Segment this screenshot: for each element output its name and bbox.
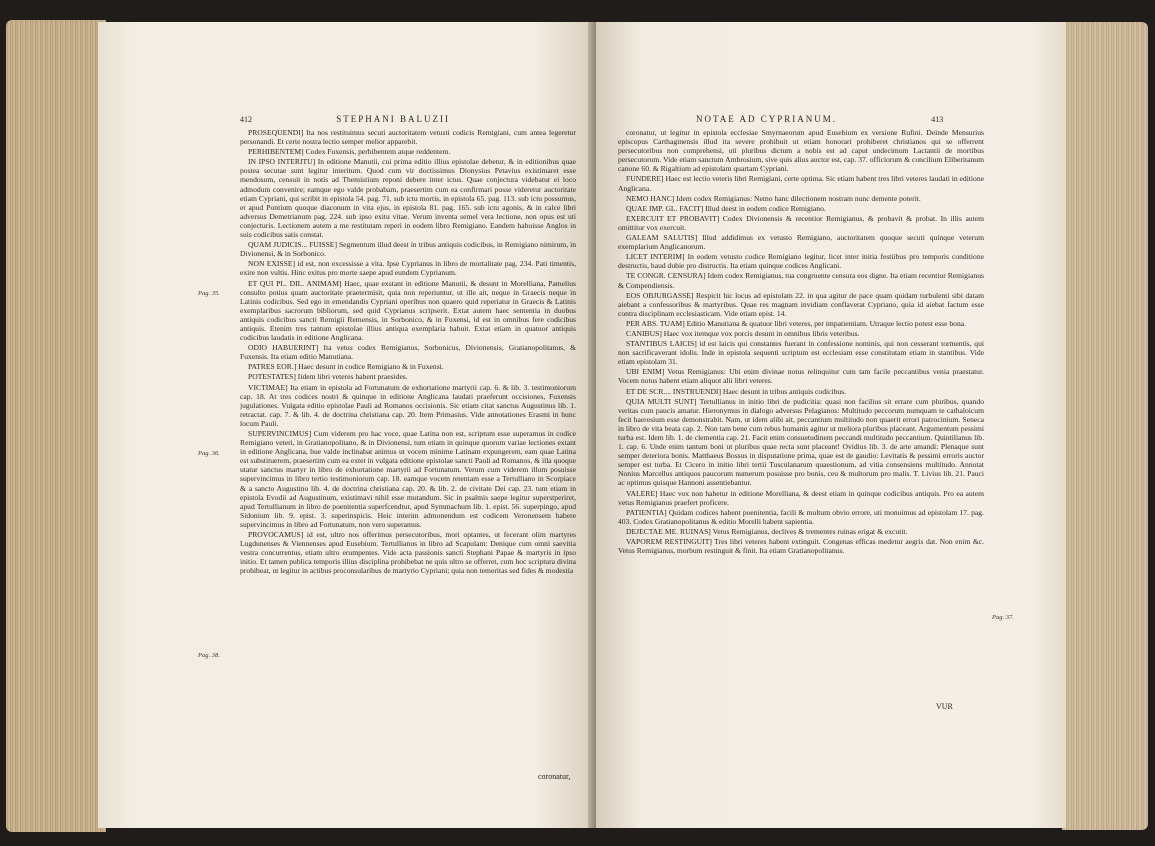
right-running-head-title: NOTAE AD CYPRIANUM. xyxy=(696,114,838,124)
note-paragraph: PER ABS. TUAM] Editio Manutiana & quatuor libri veteres, per impatientiam. Utraque lectio potest esse bona. xyxy=(626,318,967,328)
note-paragraph: DEJECTAE ME. RUINAS] Vetus Remigianus, declives & trementes ruinas erigat & excutit. xyxy=(626,526,908,536)
note-paragraph: IN IPSO INTERITU] In editione Manutii, cui prima editio illius epistolae debetur, & in editionibus quae postea secutae sunt legitur interitum. Quod cum vir doctissimus Dionysius Petavius existimaret esse mendosum, censuit in notis ad Themistium reponi debere inter ictus. Quae conjectura videbatur ei loco admodum convenire; eamque ego valde probabam, praesertim cum ea confirmari posse videretur auctoritate etiam Cypriani, qui scribit in epistola 54. pag. 71. sub ictu mortis, in epistola 65. pag. 113. sub ictu possumus, et apud Pontium quoque diaconum in vita ejus, in epistola 81. pag. 165. sub ictu agonis, & in calce libri adversus Demetrianum pag. 224. sub ipso exitu vitae. Verum inventa semel vera lectione, non opus est uti conjecturis. Lectionem autem a me restitutam reperi in eodem libro Remigiano. Eandem habuisse Anglos in suis codicibus satis constat. xyxy=(240,157,576,240)
note-paragraph: ODIO HABUERINT] Ita vetus codex Remigianus, Sorbonicus, Divionensis, Gratianopolitanus, & Fuxensis. Ita etiam editio Manutiana. xyxy=(240,343,576,362)
open-book xyxy=(6,14,1148,840)
right-page xyxy=(596,22,1066,828)
left-running-head xyxy=(240,114,450,124)
right-page-text xyxy=(618,128,984,738)
note-paragraph: PATRES EOR.] Haec desunt in codice Remigiano & in Fuxensi. xyxy=(248,362,444,372)
note-paragraph: PATIENTIA] Quidam codices habent poenitentia, facili & multum obvio errore, uti monuimus ad epistolam 17. pag. 403. Codex Gratianopolitanus & editio Morelli habent sapientia. xyxy=(618,507,984,526)
note-paragraph: QUAE IMP. GL. FACIT] Illud deest in eodem codice Remigiano. xyxy=(626,203,826,213)
note-paragraph: PROSEQUENDI] Ita nos restituimus secuti auctoritatem vetusti codicis Remigiani, cum antea legeretur personandi. Et certe nostra lectio semper melior apparebit. xyxy=(240,128,576,147)
left-running-head-title: STEPHANI BALUZII xyxy=(336,114,450,124)
note-paragraph: VICTIMAE] Ita etiam in epistola ad Fortunatum de exhortatione martyrii cap. 6. & lib. 3. testimoniorum cap. 18. At tres codices nostri & quinque in editione Anglicana laudati praeferunt occisiones, Fuxensis jugulationes. Vulgata editio epistolae Pauli ad Romanos occisionis. Sic etiam citat sanctus Augustinus lib. 1. retractat. cap. 7. & lib. 4. de doctrina christiana cap. 20. Item Primasius. Vide annotationes Erasmi in hunc locum Pauli. xyxy=(240,382,576,428)
note-paragraph: EXERCUIT ET PROBAVIT] Codex Divionensis & recentior Remigianus, & probavit & probat. In illis autem omittitur vox exercuit. xyxy=(618,213,984,232)
note-paragraph: QUAM JUDICIS... FUISSE] Segmentum illud deest in tribus antiquis codicibus, in Remigiano nimirum, in Divionensi, & in Sorbonico. xyxy=(240,240,576,259)
note-paragraph: STANTIBUS LAICIS] id est laicis qui constantes fuerant in confessione nominis, qui non cesserant tormentis, qui non sacrificaverant idolis. Inde in epistola sequenti scriptum est ecclesiam esse constitutam etiam in stantibus. Vide etiam epistolam 31. xyxy=(618,339,984,367)
left-page-text xyxy=(240,128,576,776)
note-paragraph: NON EXISSE] id est, non excessisse a vita. Ipse Cyprianus in libro de mortalitate pag. 234. Pati timentis, exire non vultis. Hinc exitus pro morte saepe apud eundem Cyprianum. xyxy=(240,259,576,278)
note-paragraph: coronatur, ut legitur in epistola ecclesiae Smyrnaeorum apud Eusebium ex versione Rufini. Deinde Mensurius episcopus Carthaginensis illud ita severe prohibuit ut etiam honorari prohiberet christianos qui se offerrent persecutoribus non comprehensi, uti pluribus dictum a nobis est ad caput undecimum Lactantii de mortibus persecutorum. Vide etiam sanctum Ambrosium, sive quis alius auctor est, cap. 37. officiorum & concilium Eliberitanum canone 60. & Rigaltium ad epistolam quartam Cypriani. xyxy=(618,128,984,174)
margin-note: Pag. 38. xyxy=(198,652,220,659)
note-paragraph: SUPERVINCIMUS] Cum viderem pro hac voce, quae Latina non est, scriptum esse superamus in codice Remigiano veteri, in Gratianopolitano, & in Divionensi, tum etiam in quinque quorum variae lectiones extant in editione Anglicana, hue valde inclinabat animus ut vocem minime Latinam expungerem, eam quae Latina est substituerem, praesertim cum ea extet in vulgata editione epistolae sancti Pauli ad Romanos, & illa quoque utatur sanctus martyr in libro de exhortatione martyrii ad Fortunatum. Verum cum viderem illum posuisse supervincimus in libro tertio testimoniorum cap. 18. eamque vocem retentam esse a Tertulliano in Scorpiace & a sancto Augustino lib. 4. de doctrina christiana cap. 20. & lib. 2. de civitate Dei cap. 23. tum etiam in epistola Evodii ad Augustinum, existimavi nihil esse mutandum. Sic in psalmis saepe legitur superstperiret, apud Tertullianum in libro de poenitentia superfcendtur, apud Symmachum lib. 1. epist. 56. superpingo, apud Sidonium lib. 9. epist. 3. superinspicis. Heic interim admonendum est codicem Veronensem habere supervincimus in libro ad Fortunatum, non vero superamus. xyxy=(240,429,576,529)
note-paragraph: UBI ENIM] Vetus Remigianus: Ubi enim divinae notus relinquitur cum tam facile peccantibus venia praestatur. Vocem notus habent etiam aliquot alii libri veteres. xyxy=(618,367,984,386)
right-catchword: VUR xyxy=(936,702,953,711)
left-page xyxy=(98,22,594,828)
note-paragraph: ET QUI PL. DIL. ANIMAM] Haec, quae exstant in editione Manutii, & desunt in Morelliana, Pamelius consulto potius quam auctoritate praetermisit, quia non reperiuntur, ut ille ait, neque in Graecis neque in Latinis codicibus. Sed ego in emendandis Cypriani operibus non quaero quid reperiatur in Graecis & Latinis exemplaribus sacrorum bibliorum, sed quid Cyprianus scripserit. Extat autem haec sententia in duobus antiquis codicibus sancti Remigii Remensis, in Sorbonico, & in Fuxensi, id est in omnibus fere codicibus antiquis. Etenim tres tantum epistolae illius antiqua exemplaria habuit. Extat etiam in quatuor antiquis codicibus laudatis in editione Anglicana. xyxy=(240,278,576,343)
note-paragraph: FUNDERE] Haec est lectio veteris libri Remigiani, certe optima. Sic etiam habent tres libri veteres laudati in editione Anglicana. xyxy=(618,174,984,193)
margin-note: Pag. 35. xyxy=(198,290,220,297)
note-paragraph: VALERE] Haec vox non habetur in editione Morelliana, & deest etiam in quinque codicibus antiquis. Pro ea autem vetus Remigianus praefert proficere. xyxy=(618,488,984,507)
margin-note: Pag. 37. xyxy=(992,614,1014,621)
right-page-edges xyxy=(1062,22,1148,830)
note-paragraph: PROVOCAMUS] id est, ultro nos offerimus persecutoribus, mori optantes, ut fecerant olim martyres Lugdunenses & Viennenses apud Eusebium. Tertullianus in libro ad Scapulam: Denique cum omni saevitia vestra concurrentus, etiam ultro erumpentes. Vide acta passionis sancti Stephani Papae & martyris in ipso initio. Et tamen publica temporis illius disciplina prohibebat ne quis ultro se offerret, cum hoc scriptura divina prohibeat, ut legitur in actibus proconsularibus de martyrio Cypriani; quia non temeritas sed fides & modestia xyxy=(240,530,576,576)
note-paragraph: ET DE SCR.... INSTRUENDI] Haec desunt in tribus antiquis codicibus. xyxy=(626,386,847,396)
left-catchword: coronatur, xyxy=(538,772,571,781)
note-paragraph: CANIBUS] Haec vox itemque vox porcis desunt in omnibus libris veteribus. xyxy=(626,328,860,338)
note-paragraph: QUIA MULTI SUNT] Tertullianus in initio libri de pudicitia: quasi non facilius sit errare cum pluribus, quando veritas cum paucis amatur. Hieronymus in dialogo adversus Pelagianos: Multitudo peccorum numquam te cathaloicum fecit haeresium esse demonstrabit. Nam, ut idem alibi ait, peccantium multitudo non quaerit errori patrocinium. Seneca in libro de vita beata cap. 2. Non tam bene cum rebus humanis agitur ut meliora pluribus placeant. Argumentum pessimi turba est. Idem lib. 1. de clementia cap. 21. Facit enim consuetudinem peccandi multitudo peccantium. Quintilianus lib. 1. cap. 6. Unde enim tantum boni ut pluribus quae recta sunt placeant! Ovidius lib. 3. de arte amandi: Plenaque sunt semper deteriora bonis. Matthaeus Bossus in disputatione prima, quae est de gaudio: Levitatis & pessimi erroris auctor semper est turba. Et Cicero in initio libri tertii Tusculanarum quaestionum, ad vitia consensiens multitudo. Annotat Nonius Marcellus antiquos paucorum numerum posuisse pro bonis, ceu & multorum pro malis. T. Livius lib. 21. Pauci ac optimus quisque Hannoni assentiebantur. xyxy=(618,396,984,488)
note-paragraph: LICET INTERIM] In eodem vetusto codice Remigiano legitur, licet inter initia festiibus pro temporis conditione destructis, haud dubie pro distructis. Ita etiam quinque codices Anglicani. xyxy=(618,252,984,271)
left-page-number: 412 xyxy=(240,115,252,124)
left-page-edges xyxy=(6,20,106,832)
note-paragraph: PERHIBENTEM] Codex Fuxensis, perhibentem atque reddentem. xyxy=(248,147,451,157)
right-running-head xyxy=(696,114,943,124)
note-paragraph: GALEAM SALUTIS] Illud addidimus ex vetusto Remigiano, auctoritatem quoque secuti quinque veterum exemplarium Anglicanorum. xyxy=(618,233,984,252)
margin-note: Pag. 36. xyxy=(198,450,220,457)
note-paragraph: EOS OBJURGASSE] Respicit hic locus ad epistolam 22. in qua agitur de pace quam quidam turbulenti sibi datam aiebant a confessoribus & martyribus. Quae res magnam invidiam conflaverat Cypriano, quia id aiebat factum esse contra disciplinam ecclesiasticam. Vide etiam epist. 14. xyxy=(618,290,984,318)
note-paragraph: TE CONGR. CENSURA] Idem codex Remigianus, tua congruente censura eos digne. Ita etiam recentior Remigianus & Compendiensis. xyxy=(618,271,984,290)
note-paragraph: VAPOREM RESTINGUIT] Tres libri veteres habent extinguit. Congenas efficas medetur aegris dat. Non enim &c. Vetus Remigianus, morbum restinguit & finit. Ita etiam Gratianopolitanus. xyxy=(618,537,984,556)
note-paragraph: NEMO HANC] Idem codex Remigianus: Nemo hanc dilectionem nostram nunc demente poterit. xyxy=(626,193,921,203)
right-page-number: 413 xyxy=(931,115,944,124)
note-paragraph: POTESTATES] Iidem libri veteres habent praesides. xyxy=(248,372,408,382)
